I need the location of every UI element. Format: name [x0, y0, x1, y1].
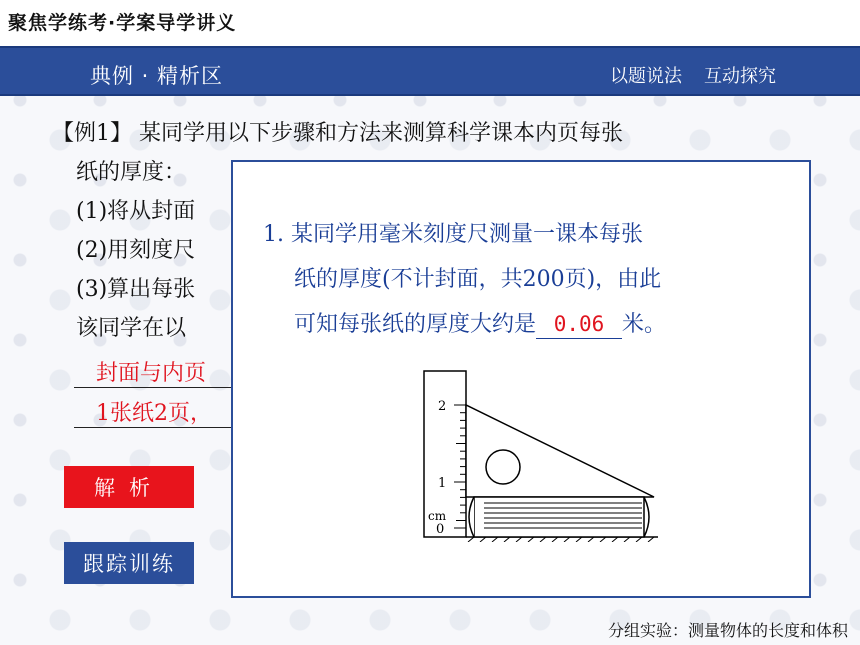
popup-line-prefix: 可知每张纸的厚度大约是: [294, 312, 537, 337]
popup-line: [263, 302, 783, 347]
triangle-ruler: [466, 405, 654, 497]
question-line: (1)将从封面: [76, 199, 196, 224]
answer-blank: 0.06: [536, 310, 622, 339]
follow-up-training-button[interactable]: 跟踪训练: [64, 542, 194, 584]
question-line: 该同学在以: [76, 316, 187, 341]
tab-explain-by-problem[interactable]: 以题说法: [610, 66, 682, 87]
series-title: 聚焦学练考·学案导学讲义: [8, 12, 237, 34]
popup-question: [263, 212, 783, 347]
question-line: 【例1】 某同学用以下步骤和方法来测算科学课本内页每张: [52, 121, 623, 146]
question-line: (3)算出每张: [76, 277, 196, 302]
ruler-book-figure: [418, 367, 658, 542]
answer-text: 1张纸2页，: [74, 396, 244, 428]
practice-popup: [231, 160, 811, 598]
section-title: 典例 · 精析区: [90, 64, 224, 88]
popup-line: 1. 某同学用毫米刻度尺测量一课本每张: [263, 222, 643, 247]
footer-chapter-title: 分组实验：测量物体的长度和体积: [607, 621, 848, 640]
question-line: (2)用刻度尺: [76, 238, 196, 263]
book-back: [469, 497, 474, 537]
top-header: [0, 0, 860, 46]
popup-line-suffix: 米。: [622, 312, 667, 337]
ruler-unit-label: cm: [428, 509, 447, 523]
nav-tabs: [610, 62, 776, 88]
ruler-label-0: 0: [436, 522, 445, 537]
answer-text: 封面与内页: [74, 356, 244, 388]
popup-line: 纸的厚度(不计封面，共200页)，由此: [294, 267, 662, 292]
tab-interactive-explore[interactable]: 互动探究: [704, 66, 776, 87]
question-line: 纸的厚度：: [76, 160, 187, 185]
triangle-hole: [486, 450, 520, 484]
section-bar: [0, 46, 860, 96]
ruler-label-2: 2: [438, 399, 447, 414]
analysis-button[interactable]: 解析: [64, 466, 194, 508]
ruler-label-1: 1: [438, 476, 447, 491]
